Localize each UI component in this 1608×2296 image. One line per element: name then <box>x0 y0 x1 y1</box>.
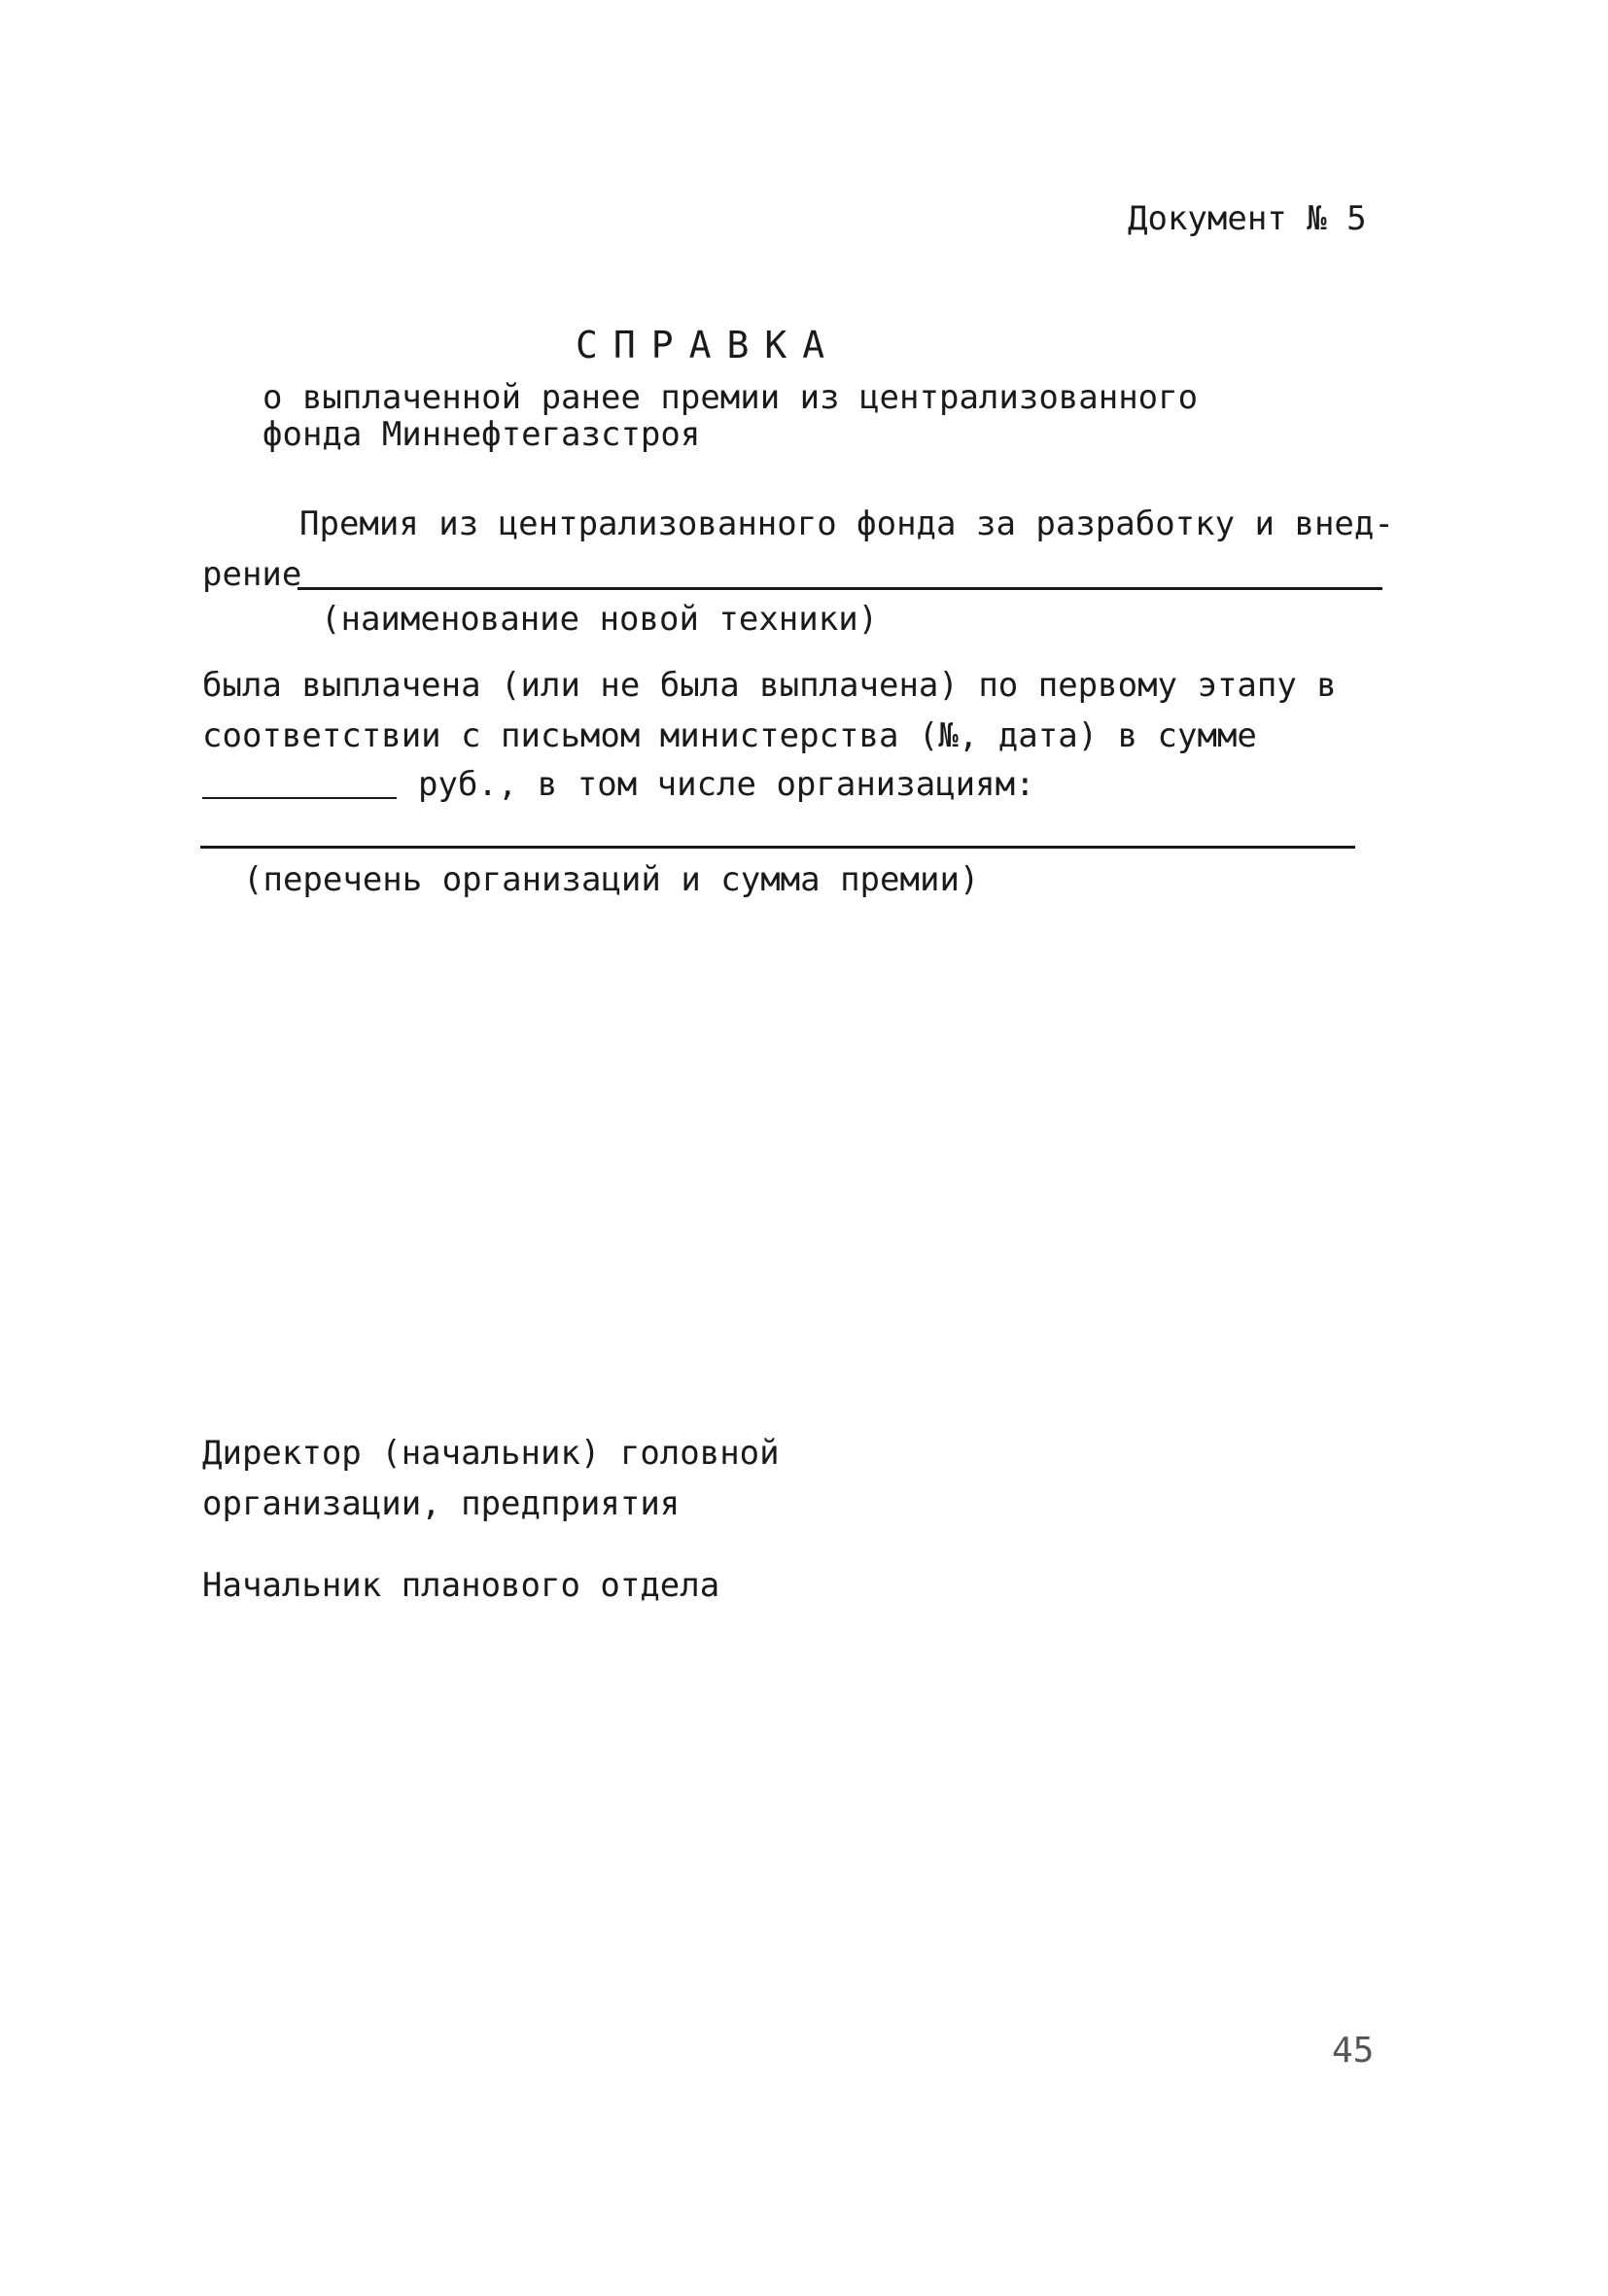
paragraph-2-line-2: соответствии с письмом министерства (№, дата) в сумме <box>202 716 1257 755</box>
document-label: Документ № 5 <box>1128 199 1367 238</box>
paragraph-1-line-2-prefix: рение <box>202 555 302 594</box>
organizations-list-field <box>200 846 1355 849</box>
document-title: СПРАВКА <box>576 324 841 366</box>
subtitle-line-1: о выплаченной ранее премии из централизованного <box>262 378 1199 417</box>
director-signature-line-2: организации, предприятия <box>202 1484 681 1523</box>
planning-head-signature: Начальник планового отдела <box>202 1566 720 1605</box>
new-technology-name-field <box>297 587 1382 590</box>
director-signature-line-1: Директор (начальник) головной <box>202 1434 780 1473</box>
new-technology-name-caption: (наименование новой техники) <box>321 600 879 639</box>
paragraph-1-line-1: Премия из централизованного фонда за разработку и внед- <box>299 504 1394 543</box>
page-number: 45 <box>1332 2031 1375 2070</box>
amount-field <box>202 797 397 799</box>
paragraph-2-line-1: была выплачена (или не была выплачена) по первому этапу в <box>202 666 1337 705</box>
paragraph-2-line-3-suffix: руб., в том числе организациям: <box>418 765 1035 804</box>
subtitle-line-2: фонда Миннефтегазстроя <box>262 415 701 454</box>
organizations-list-caption: (перечень организаций и сумма премии) <box>243 860 980 899</box>
